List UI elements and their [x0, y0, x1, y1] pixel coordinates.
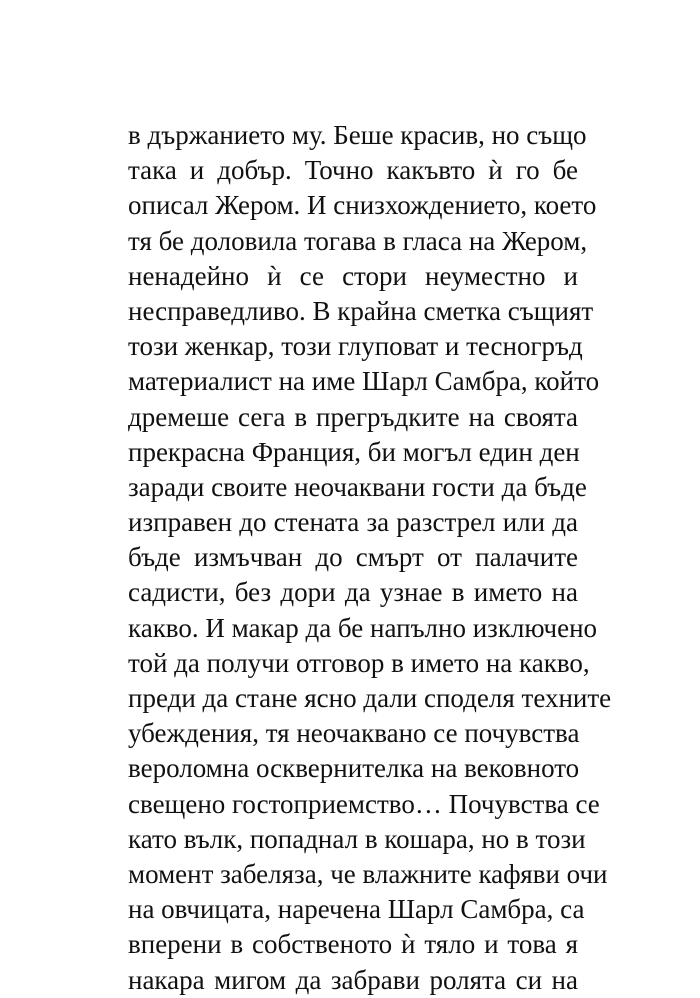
text-line: момент забеляза, че влажните кафяви очи	[128, 858, 608, 889]
text-line: така и добър. Точно какъвто ѝ го бе	[128, 155, 578, 186]
text-line: вероломна осквернителка на вековното	[128, 753, 580, 784]
text-line: прекрасна Франция, би могъл един ден	[128, 436, 580, 467]
text-line: описал Жером. И снизхождението, което	[128, 190, 597, 221]
text-line: какво. И макар да бе напълно изключено	[128, 612, 598, 643]
text-line: на овчицата, наречена Шарл Самбра, са	[128, 894, 585, 925]
text-line: заради своите неочаквани гости да бъде	[128, 471, 587, 502]
text-line: накара мигом да забрави ролята си на	[128, 964, 578, 995]
text-line: несправедливо. В крайна сметка същият	[128, 295, 594, 326]
text-line: садисти, без дори да узнае в името на	[128, 577, 578, 608]
text-line: той да получи отговор в името на какво,	[128, 647, 590, 678]
text-line: вперени в собственото ѝ тяло и това я	[128, 929, 578, 960]
text-line: тя бе доловила тогава в гласа на Жером,	[128, 225, 588, 256]
text-line: убеждения, тя неочаквано се почувства	[128, 718, 580, 749]
text-line: свещено гостоприемство… Почувства се	[128, 788, 600, 819]
text-line: изправен до стената за разстрел или да	[128, 507, 578, 538]
text-line: този женкар, този глуповат и тесногръд	[128, 331, 583, 362]
text-line: преди да стане ясно дали споделя техните	[128, 683, 612, 713]
text-line: в държанието му. Беше красив, но също	[128, 120, 587, 150]
text-line: дремеше сега в прегръдките на своята	[128, 401, 578, 432]
text-line: бъде измъчван до смърт от палачите	[128, 542, 578, 573]
text-line: като вълк, попаднал в кошара, но в този	[128, 823, 586, 854]
body-text	[128, 118, 612, 998]
text-line: материалист на име Шарл Самбра, който	[128, 366, 600, 397]
text-line: ненадейно ѝ се стори неуместно и	[128, 260, 578, 291]
